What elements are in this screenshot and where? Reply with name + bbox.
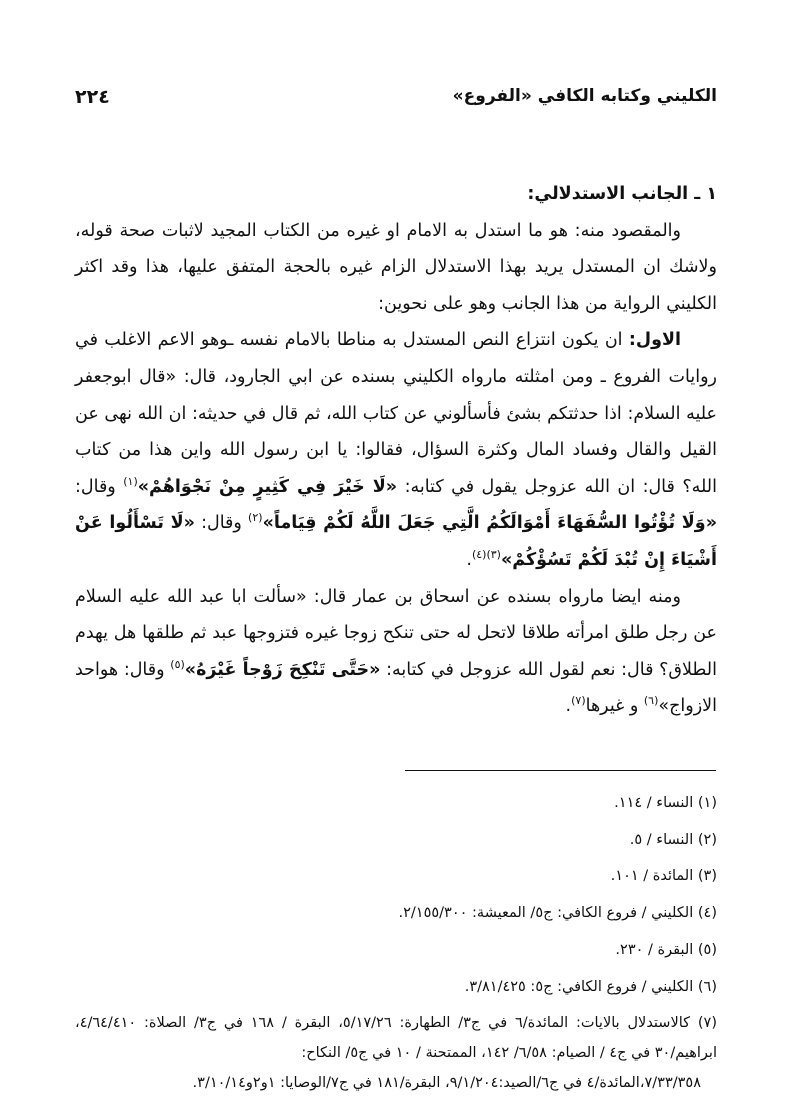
footnote-ref[interactable]: (٢) [248,511,263,525]
footnote-ref[interactable]: (٣) [486,548,501,562]
footnote-6: (٦) الكليني / فروع الكافي: ج٥: ٣/٨١/٤٢٥. [464,978,717,995]
text-run: ان يكون انتزاع النص المستدل به مناطا بالامام نفسه ـوهو الاعم الاغلب في روايات الفروع ـ ومن امثلته مارواه الكليني بسنده عن ابي الجارود، قال: «قال ابوجعفر عليه السلام: اذا حدثتكم بشئ فأسألوني عن كتاب الله، ثم قال في حديثه: ان الله نهى عن القيل والقال وفساد المال وكثرة السؤال، فقالوا: يا ابن رسول الله واين هذا من كتاب الله؟ قال: ان الله عزوجل يقول في كتابه: [75,330,718,497]
quran-quote: «لَا تَسْأَلُوا عَنْ أَشْيَاءَ إِنْ تُبْدَ لَكُمْ تَسُؤْكُمْ» [75,513,717,570]
main-text [75,176,717,725]
term-first: الاول: [628,330,681,351]
text-run: . [565,696,572,717]
text-run: وقال: [75,476,124,497]
footnote-ref[interactable]: (٧) [571,694,586,708]
text-run: وقال: هواحد الازواج» [75,659,717,717]
quran-quote: «لَا خَيْرَ فِي كَثِيرٍ مِنْ نَجْوَاهُمْ» [137,476,398,497]
footnote-separator [405,770,716,771]
footnote-ref[interactable]: (٤) [471,548,487,562]
paragraph-definition: والمقصود منه: هو ما استدل به الامام او غيره من الكتاب المجيد لاثبات صحة قوله، ولاشك ان المستدل يريد بهذا الاستدلال الزام غيره بالحجة المتفق عليها، هذا وقد اكثر الكليني الرواية من هذا الجانب وهو على نحوين: [75,220,717,314]
paragraph-example [75,579,717,725]
footnote-7: (٧) كالاستدلال بالايات: المائدة/٦ في ج٣/ الطهارة: ٥/١٧/٢٦، البقرة / ١٦٨ في ج٣/ الصلاة: ٤/٦٤/٤١٠، ابراهيم/٣٠ في ج٤ / الصيام: ٦/٥٨/ ١٤٢، الممتحنة / ١٠ في ج٥/ النكاح: [75,1015,717,1062]
running-header [75,86,717,116]
section-heading: ١ ـ الجانب الاستدلالي: [527,184,717,204]
text-run: . [466,549,472,570]
text-run: و غيرها [585,696,644,717]
footnotes [75,785,717,1098]
footnote-4: (٤) الكليني / فروع الكافي: ج٥/ المعيشة: ٢/١٥٥/٣٠٠. [398,905,717,922]
page-number: ٢٢٤ [75,86,110,108]
footnote-7-continued: ٧/٣٣/٣٥٨،المائدة/٤ في ج٦/الصيد:٩/١/٢٠٤، البقرة/١٨١ في ج٧/الوصايا: ١و٢و٣/١٠/١٤. [192,1075,701,1092]
paragraph-first-type [75,322,717,578]
text-run: وقال: [194,513,249,534]
footnote-ref[interactable]: (٦) [643,694,659,708]
running-title: الكليني وكتابه الكافي «الفروع» [452,86,717,106]
quran-quote: «حَتَّى تَنْكِحَ زَوْجاً غَيْرَهُ» [184,659,381,680]
footnote-2: (٢) النساء / ٥. [629,831,717,848]
text-run: ومنه ايضا مارواه بسنده عن اسحاق بن عمار قال: «سألت ابا عبد الله عليه السلام عن رجل طلق امرأته طلاقا لاتحل له حتى تنكح زوجا غيره فتزوجها عبد ثم طلقها هل يهدم الطلاق؟ قال: نعم لقول الله عزوجل في كتابه: [75,586,717,680]
footnote-ref[interactable]: (٥) [170,657,185,671]
footnote-ref[interactable]: (١) [123,474,138,488]
footnote-5: (٥) البقرة / ٢٣٠. [615,941,717,958]
quran-quote: «وَلَا تُؤْتُوا السُّفَهَاءَ أَمْوَالَكُمُ الَّتِي جَعَلَ اللَّهُ لَكُمْ قِيَاماً» [262,513,717,534]
footnote-3: (٣) المائدة / ١٠١. [610,868,717,885]
footnote-1: (١) النساء / ١١٤. [614,795,717,811]
